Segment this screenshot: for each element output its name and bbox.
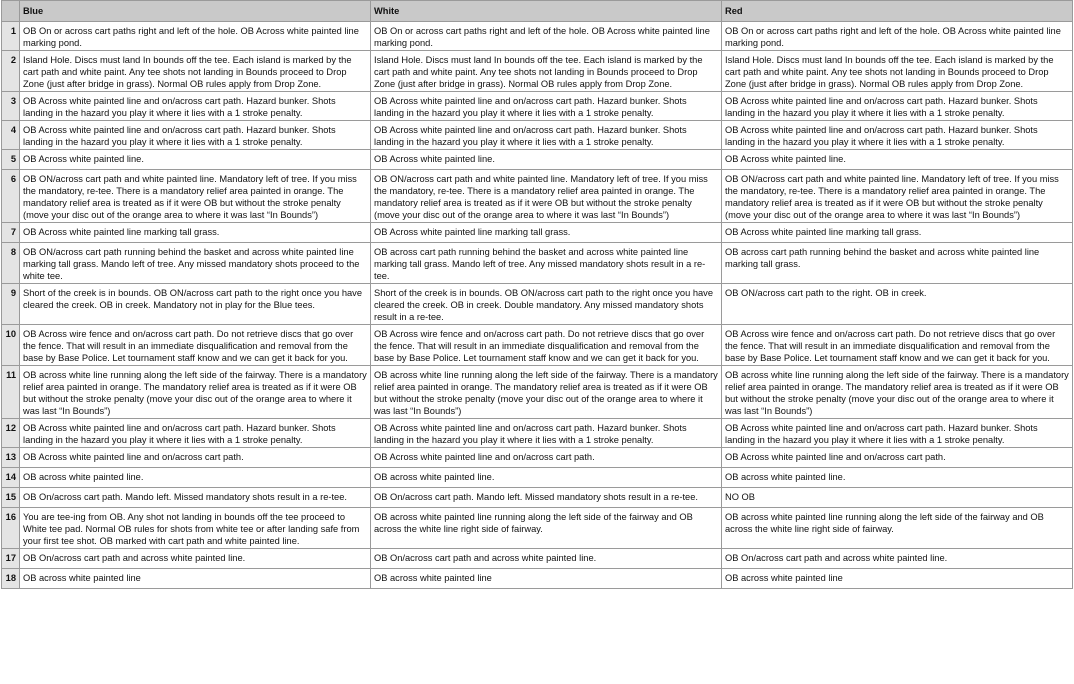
table-row	[2, 22, 1073, 51]
header-blue: Blue	[20, 1, 371, 22]
blue-rule-cell: OB ON/across cart path and white painted line. Mandatory left of tree. If you miss the mandatory, re-tee. There is a mandatory relief area painted in orange. The mandatory relief area is treated as if it were OB but without the stroke penalty (move your disc out of the orange area to where it was last “In Bounds”)	[20, 170, 371, 223]
hole-number-cell: 12	[2, 419, 20, 448]
red-rule-cell: OB On or across cart paths right and left of the hole. OB Across white painted line marking pond.	[722, 22, 1073, 51]
table-row	[2, 366, 1073, 419]
blue-rule-cell: OB Across white painted line and on/across cart path. Hazard bunker. Shots landing in the hazard you play it where it lies with a 1 stroke penalty.	[20, 92, 371, 121]
hole-number-cell: 2	[2, 51, 20, 92]
red-rule-cell: OB across white painted line	[722, 569, 1073, 589]
hole-number-cell: 7	[2, 223, 20, 243]
white-rule-cell: OB across cart path running behind the basket and across white painted line marking tall grass. Mando left of tree. Any missed mandatory shots result in a re-tee.	[371, 243, 722, 284]
blue-rule-cell: OB across white painted line.	[20, 468, 371, 488]
header-row	[2, 1, 1073, 22]
table-row	[2, 170, 1073, 223]
blue-rule-cell: OB On or across cart paths right and left of the hole. OB Across white painted line marking pond.	[20, 22, 371, 51]
white-rule-cell: OB On/across cart path. Mando left. Missed mandatory shots result in a re-tee.	[371, 488, 722, 508]
blue-rule-cell: You are tee-ing from OB. Any shot not landing in bounds off the tee proceed to White tee pad. Normal OB rules for shots from white tee or after landing safe from your first tee shot. OB marked with cart path and white painted line.	[20, 508, 371, 549]
blue-rule-cell: Short of the creek is in bounds. OB ON/across cart path to the right once you have cleared the creek. OB in creek. Mandatory not in play for the Blue tees.	[20, 284, 371, 325]
red-rule-cell: OB Across white painted line and on/across cart path. Hazard bunker. Shots landing in the hazard you play it where it lies with a 1 stroke penalty.	[722, 121, 1073, 150]
red-rule-cell: OB Across wire fence and on/across cart path. Do not retrieve discs that go over the fence. That will result in an immediate disqualification and removal from the base by Base Police. Let tournament staff know and we can get it back for you.	[722, 325, 1073, 366]
table-row	[2, 223, 1073, 243]
red-rule-cell: NO OB	[722, 488, 1073, 508]
red-rule-cell: OB ON/across cart path and white painted line. Mandatory left of tree. If you miss the mandatory, re-tee. There is a mandatory relief area painted in orange. The mandatory relief area is treated as if it were OB but without the stroke penalty (move your disc out of the orange area to where it was last “In Bounds”)	[722, 170, 1073, 223]
red-rule-cell: OB across white painted line.	[722, 468, 1073, 488]
white-rule-cell: OB Across white painted line and on/across cart path. Hazard bunker. Shots landing in the hazard you play it where it lies with a 1 stroke penalty.	[371, 92, 722, 121]
red-rule-cell: OB On/across cart path and across white painted line.	[722, 549, 1073, 569]
hole-number-cell: 4	[2, 121, 20, 150]
table-row	[2, 508, 1073, 549]
table-body	[2, 22, 1073, 589]
table-row	[2, 284, 1073, 325]
white-rule-cell: OB across white painted line	[371, 569, 722, 589]
hole-number-cell: 5	[2, 150, 20, 170]
table-row	[2, 243, 1073, 284]
table-row	[2, 569, 1073, 589]
white-rule-cell: OB Across white painted line and on/across cart path. Hazard bunker. Shots landing in the hazard you play it where it lies with a 1 stroke penalty.	[371, 419, 722, 448]
red-rule-cell: OB Across white painted line and on/across cart path. Hazard bunker. Shots landing in the hazard you play it where it lies with a 1 stroke penalty.	[722, 92, 1073, 121]
white-rule-cell: Short of the creek is in bounds. OB ON/across cart path to the right once you have cleared the creek. OB in creek. Double mandatory. Any missed mandatory shots result in a re-tee.	[371, 284, 722, 325]
red-rule-cell: OB across cart path running behind the basket and across white painted line marking tall grass.	[722, 243, 1073, 284]
table-row	[2, 121, 1073, 150]
table-row	[2, 419, 1073, 448]
white-rule-cell: OB Across white painted line and on/across cart path.	[371, 448, 722, 468]
hole-number-cell: 16	[2, 508, 20, 549]
red-rule-cell: OB across white painted line running along the left side of the fairway and OB across the white line right side of fairway.	[722, 508, 1073, 549]
red-rule-cell: OB ON/across cart path to the right. OB in creek.	[722, 284, 1073, 325]
red-rule-cell: Island Hole. Discs must land In bounds off the tee. Each island is marked by the cart path and white paint. Any tee shots not landing in Bounds proceed to Drop Zone (just after bridge in grass). Normal OB rules apply from Drop Zone.	[722, 51, 1073, 92]
white-rule-cell: OB across white line running along the left side of the fairway. There is a mandatory relief area painted in orange. The mandatory relief area is treated as if it were OB but without the stroke penalty (move your disc out of the orange area to where it was last “In Bounds”)	[371, 366, 722, 419]
header-red: Red	[722, 1, 1073, 22]
hole-number-cell: 1	[2, 22, 20, 51]
header-white: White	[371, 1, 722, 22]
table-row	[2, 448, 1073, 468]
hole-number-cell: 17	[2, 549, 20, 569]
blue-rule-cell: Island Hole. Discs must land In bounds off the tee. Each island is marked by the cart path and white paint. Any tee shots not landing in Bounds proceed to Drop Zone (just after bridge in grass). Normal OB rules apply from Drop Zone.	[20, 51, 371, 92]
blue-rule-cell: OB Across wire fence and on/across cart path. Do not retrieve discs that go over the fence. That will result in an immediate disqualification and removal from the base by Base Police. Let tournament staff know and we can get it back for you.	[20, 325, 371, 366]
white-rule-cell: OB Across white painted line and on/across cart path. Hazard bunker. Shots landing in the hazard you play it where it lies with a 1 stroke penalty.	[371, 121, 722, 150]
blue-rule-cell: OB Across white painted line and on/across cart path. Hazard bunker. Shots landing in the hazard you play it where it lies with a 1 stroke penalty.	[20, 121, 371, 150]
red-rule-cell: OB across white line running along the left side of the fairway. There is a mandatory relief area painted in orange. The mandatory relief area is treated as if it were OB but without the stroke penalty (move your disc out of the orange area to where it was last “In Bounds”)	[722, 366, 1073, 419]
blue-rule-cell: OB ON/across cart path running behind the basket and across white painted line marking tall grass. Mando left of tree. Any missed mandatory shots proceed to the white tee.	[20, 243, 371, 284]
blue-rule-cell: OB across white line running along the left side of the fairway. There is a mandatory relief area painted in orange. The mandatory relief area is treated as if it were OB but without the stroke penalty (move your disc out of the orange area to where it was last “In Bounds”)	[20, 366, 371, 419]
blue-rule-cell: OB across white painted line	[20, 569, 371, 589]
hole-number-cell: 11	[2, 366, 20, 419]
blue-rule-cell: OB Across white painted line marking tall grass.	[20, 223, 371, 243]
white-rule-cell: OB Across white painted line marking tall grass.	[371, 223, 722, 243]
table-row	[2, 468, 1073, 488]
red-rule-cell: OB Across white painted line and on/across cart path.	[722, 448, 1073, 468]
red-rule-cell: OB Across white painted line.	[722, 150, 1073, 170]
table-row	[2, 51, 1073, 92]
blue-rule-cell: OB Across white painted line and on/across cart path. Hazard bunker. Shots landing in the hazard you play it where it lies with a 1 stroke penalty.	[20, 419, 371, 448]
blue-rule-cell: OB On/across cart path. Mando left. Missed mandatory shots result in a re-tee.	[20, 488, 371, 508]
red-rule-cell: OB Across white painted line and on/across cart path. Hazard bunker. Shots landing in the hazard you play it where it lies with a 1 stroke penalty.	[722, 419, 1073, 448]
hole-number-cell: 9	[2, 284, 20, 325]
white-rule-cell: OB Across white painted line.	[371, 150, 722, 170]
white-rule-cell: OB Across wire fence and on/across cart path. Do not retrieve discs that go over the fence. That will result in an immediate disqualification and removal from the base by Base Police. Let tournament staff know and we can get it back for you.	[371, 325, 722, 366]
white-rule-cell: OB On or across cart paths right and left of the hole. OB Across white painted line marking pond.	[371, 22, 722, 51]
table-row	[2, 488, 1073, 508]
table-row	[2, 325, 1073, 366]
header-hole-number	[2, 1, 20, 22]
red-rule-cell: OB Across white painted line marking tall grass.	[722, 223, 1073, 243]
hole-number-cell: 6	[2, 170, 20, 223]
hole-number-cell: 3	[2, 92, 20, 121]
white-rule-cell: OB ON/across cart path and white painted line. Mandatory left of tree. If you miss the mandatory, re-tee. There is a mandatory relief area painted in orange. The mandatory relief area is treated as if it were OB but without the stroke penalty (move your disc out of the orange area to where it was last “In Bounds”)	[371, 170, 722, 223]
hole-number-cell: 10	[2, 325, 20, 366]
white-rule-cell: OB across white painted line.	[371, 468, 722, 488]
hole-number-cell: 8	[2, 243, 20, 284]
hole-number-cell: 14	[2, 468, 20, 488]
table-row	[2, 150, 1073, 170]
table-row	[2, 92, 1073, 121]
hole-number-cell: 15	[2, 488, 20, 508]
ob-rules-table	[1, 0, 1073, 589]
blue-rule-cell: OB Across white painted line and on/across cart path.	[20, 448, 371, 468]
blue-rule-cell: OB On/across cart path and across white painted line.	[20, 549, 371, 569]
table-row	[2, 549, 1073, 569]
white-rule-cell: Island Hole. Discs must land In bounds off the tee. Each island is marked by the cart path and white paint. Any tee shots not landing in Bounds proceed to Drop Zone (just after bridge in grass). Normal OB rules apply from Drop Zone.	[371, 51, 722, 92]
hole-number-cell: 18	[2, 569, 20, 589]
blue-rule-cell: OB Across white painted line.	[20, 150, 371, 170]
white-rule-cell: OB On/across cart path and across white painted line.	[371, 549, 722, 569]
white-rule-cell: OB across white painted line running along the left side of the fairway and OB across the white line right side of fairway.	[371, 508, 722, 549]
hole-number-cell: 13	[2, 448, 20, 468]
